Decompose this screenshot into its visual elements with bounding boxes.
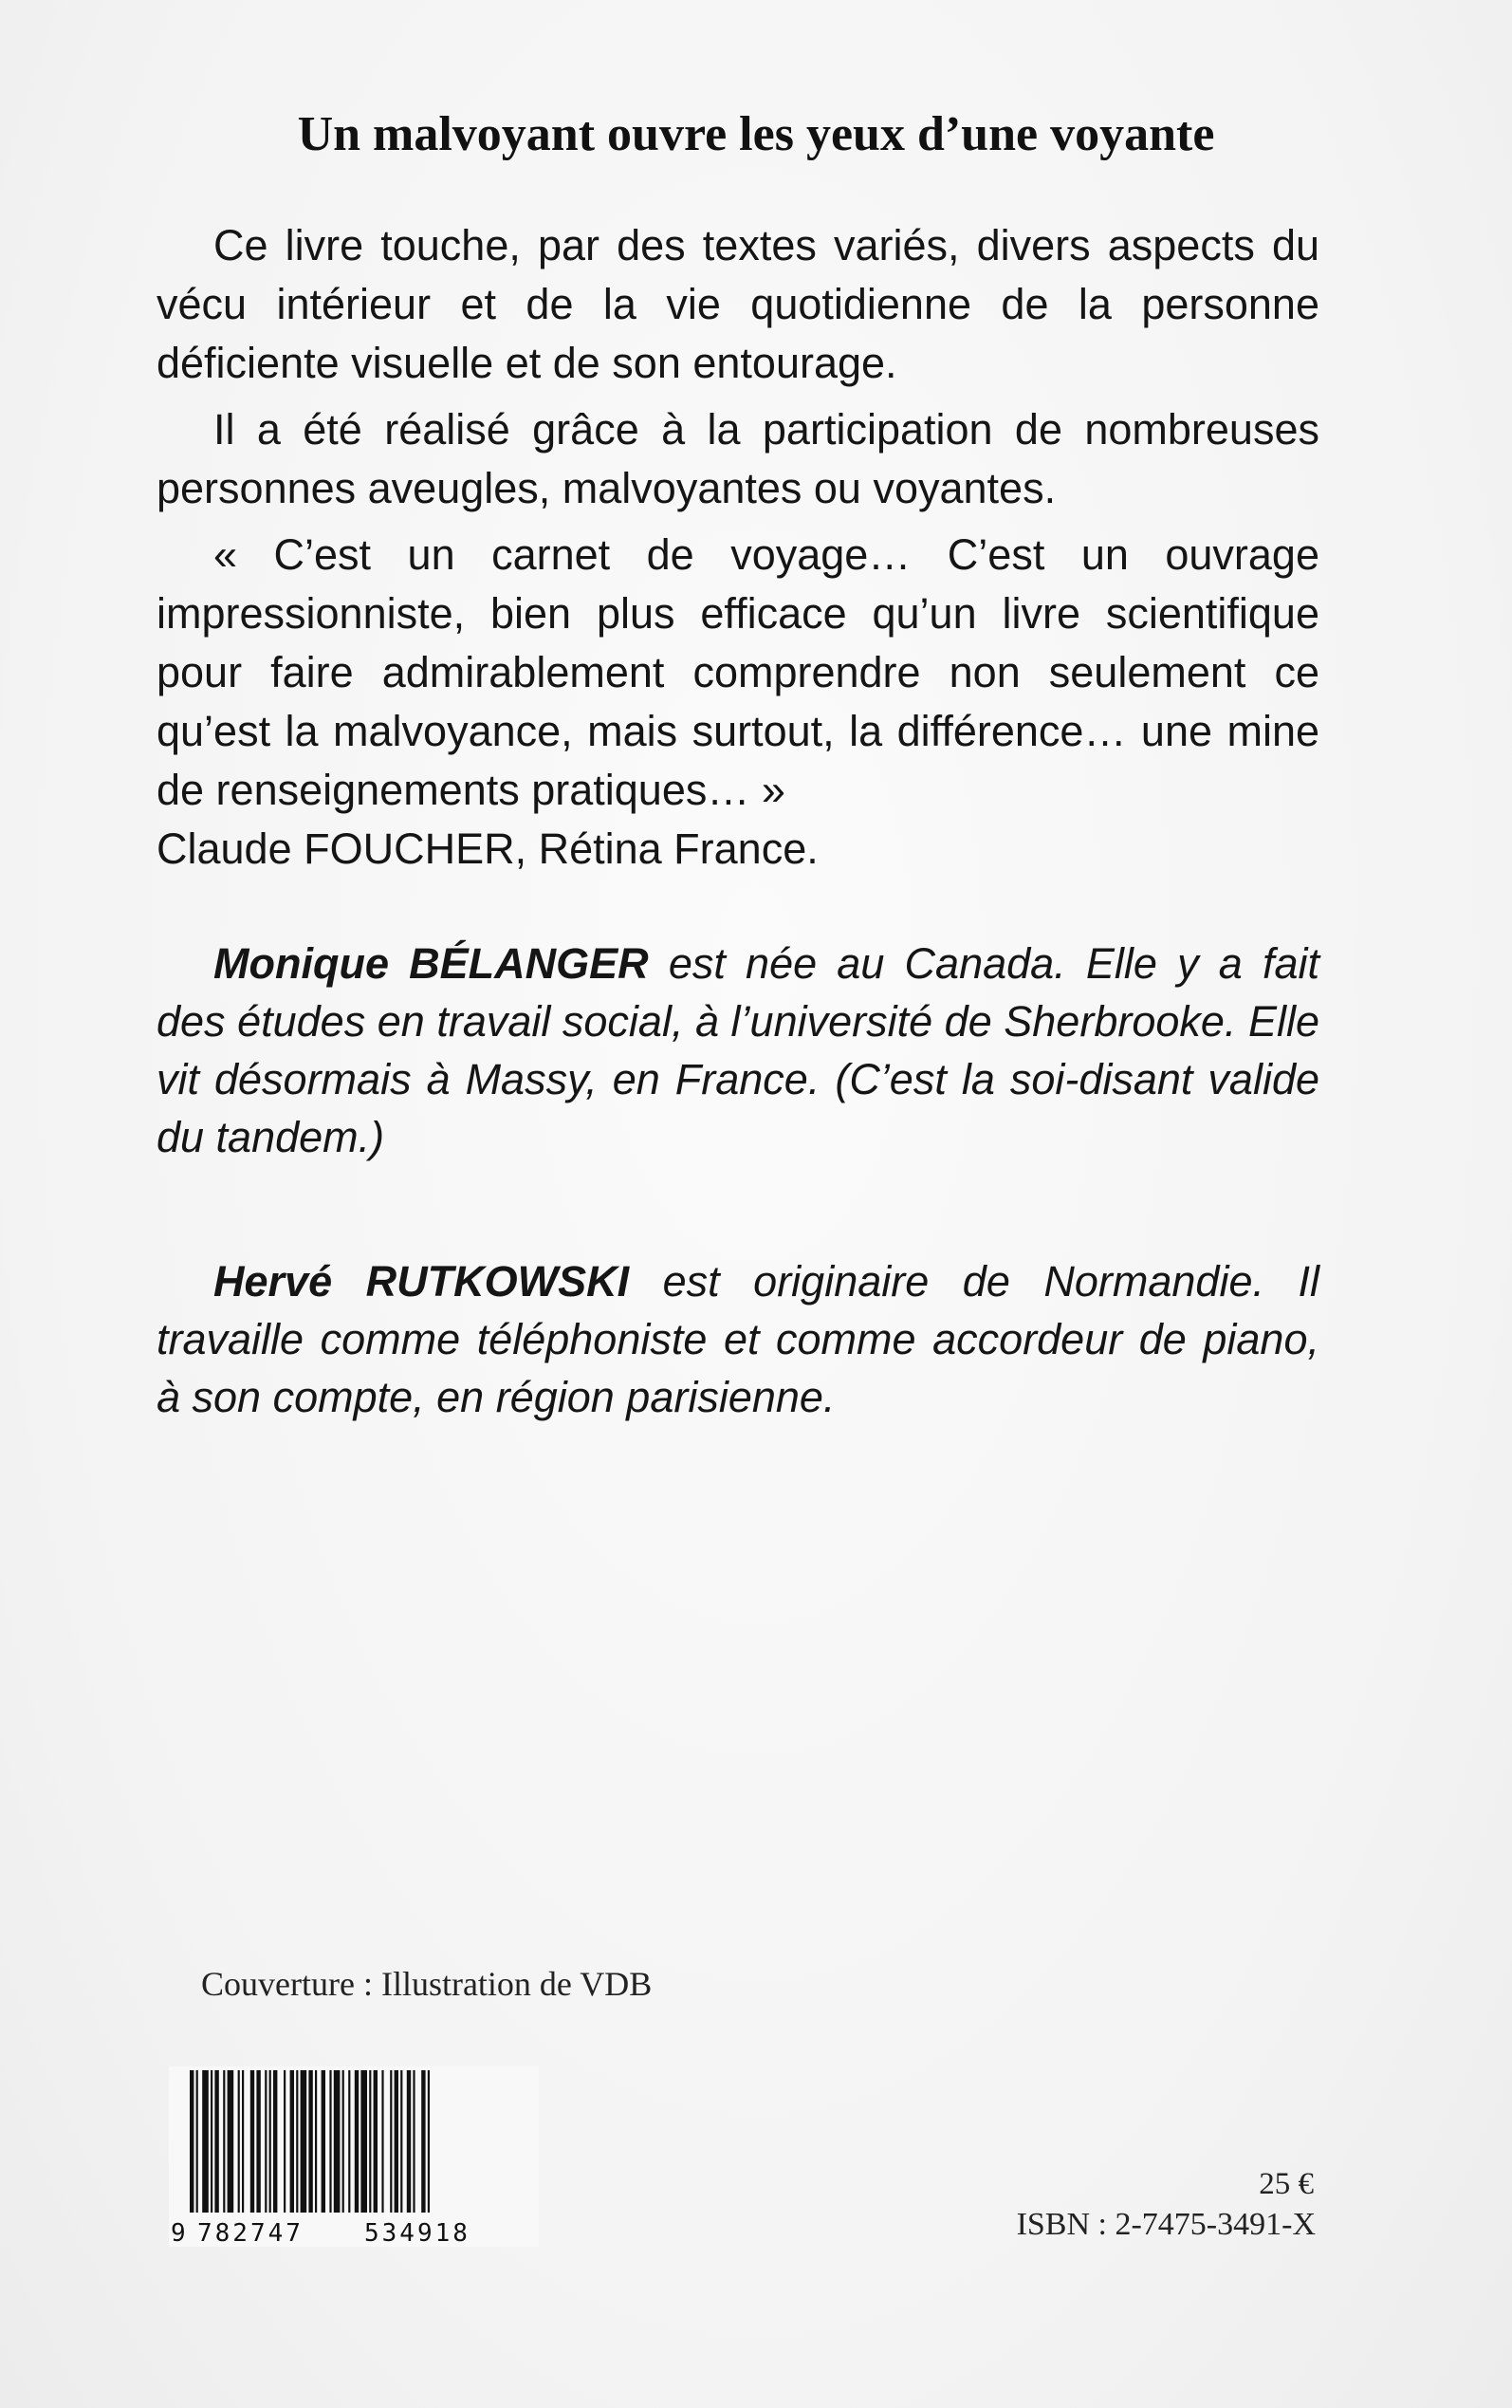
barcode-bar bbox=[296, 2070, 298, 2213]
author-name-1: Monique BÉLANGER bbox=[213, 939, 649, 988]
barcode-bar bbox=[238, 2070, 240, 2213]
barcode-bar bbox=[381, 2070, 383, 2213]
barcode-bar bbox=[400, 2070, 402, 2213]
barcode-bar bbox=[421, 2070, 425, 2213]
cover-credit: Couverture : Illustration de VDB bbox=[201, 1965, 653, 2003]
barcode-bar bbox=[413, 2070, 415, 2213]
price-label: 25 € bbox=[1259, 2167, 1314, 2201]
barcode-bar bbox=[228, 2070, 234, 2213]
summary-text bbox=[157, 216, 1319, 886]
isbn-label: ISBN : 2-7475-3491-X bbox=[1016, 2207, 1316, 2242]
barcode-group-1: 782747 bbox=[197, 2219, 304, 2247]
barcode-bar bbox=[390, 2070, 392, 2213]
author-bio-text-1: est née au Canada. Elle y a fait des études en travail social, à l’université de Sherbrooke. Elle vit désormais à Massy, en France. (C’est la soi-disant valide du tandem.) bbox=[157, 939, 1319, 1161]
barcode-bar bbox=[214, 2070, 218, 2213]
barcode-bar bbox=[273, 2070, 277, 2213]
book-title: Un malvoyant ouvre les yeux d’une voyante bbox=[297, 107, 1215, 161]
barcode-bar bbox=[256, 2070, 260, 2213]
barcode-bar bbox=[329, 2070, 331, 2213]
barcode-bar bbox=[284, 2070, 286, 2213]
quote-source: Claude FOUCHER, Rétina France. bbox=[157, 824, 819, 873]
barcode-bar bbox=[269, 2070, 271, 2213]
barcode-bar bbox=[223, 2070, 225, 2213]
barcode-bar bbox=[395, 2070, 398, 2213]
barcode-bar bbox=[301, 2070, 307, 2213]
barcode-bar bbox=[342, 2070, 344, 2213]
barcode-bar bbox=[211, 2070, 212, 2213]
barcode-bar bbox=[250, 2070, 254, 2213]
barcode-bar bbox=[355, 2070, 359, 2213]
barcode-image bbox=[169, 2066, 539, 2247]
author-bio-2 bbox=[157, 1252, 1319, 1426]
barcode-bar bbox=[369, 2070, 371, 2213]
barcode-bar bbox=[315, 2070, 317, 2213]
summary-paragraph-2: Il a été réalisé grâce à la participation de nombreuses personnes aveugles, malvoyantes ou voyantes. bbox=[157, 405, 1319, 512]
barcode-lead-digit: 9 bbox=[171, 2219, 186, 2247]
barcode-bar bbox=[360, 2070, 367, 2213]
summary-quote: « C’est un carnet de voyage… C’est un ouvrage impressionniste, bien plus efficace qu’un livre scientifique pour faire admirablement comprendre non seulement ce qu’est la malvoyance, mais surtout, la différence… une mine de renseignements pratiques… » bbox=[157, 530, 1319, 814]
author-bio-text-2: est originaire de Normandie. Il travaille comme téléphoniste et comme accordeur de piano, à son compte, en région parisienne. bbox=[157, 1257, 1319, 1421]
barcode-bar bbox=[265, 2070, 267, 2213]
barcode-bar bbox=[196, 2070, 198, 2213]
barcode-bar bbox=[348, 2070, 350, 2213]
barcode-bar bbox=[290, 2070, 294, 2213]
barcode-bar bbox=[334, 2070, 341, 2213]
author-name-2: Hervé RUTKOWSKI bbox=[213, 1257, 630, 1306]
barcode-bar bbox=[407, 2070, 411, 2213]
barcode-bar bbox=[428, 2070, 430, 2213]
barcode-bar bbox=[242, 2070, 244, 2213]
barcode-bar bbox=[202, 2070, 209, 2213]
barcode-bar bbox=[374, 2070, 378, 2213]
barcode-bar bbox=[308, 2070, 312, 2213]
barcode-group-2: 534918 bbox=[364, 2219, 470, 2247]
summary-paragraph-1: Ce livre touche, par des textes variés, divers aspects du vécu intérieur et de la vie quotidienne de la personne déficiente visuelle et de son entourage. bbox=[157, 221, 1319, 387]
barcode-bar bbox=[322, 2070, 325, 2213]
author-bio-1 bbox=[157, 935, 1319, 1166]
barcode-bar bbox=[190, 2070, 194, 2213]
